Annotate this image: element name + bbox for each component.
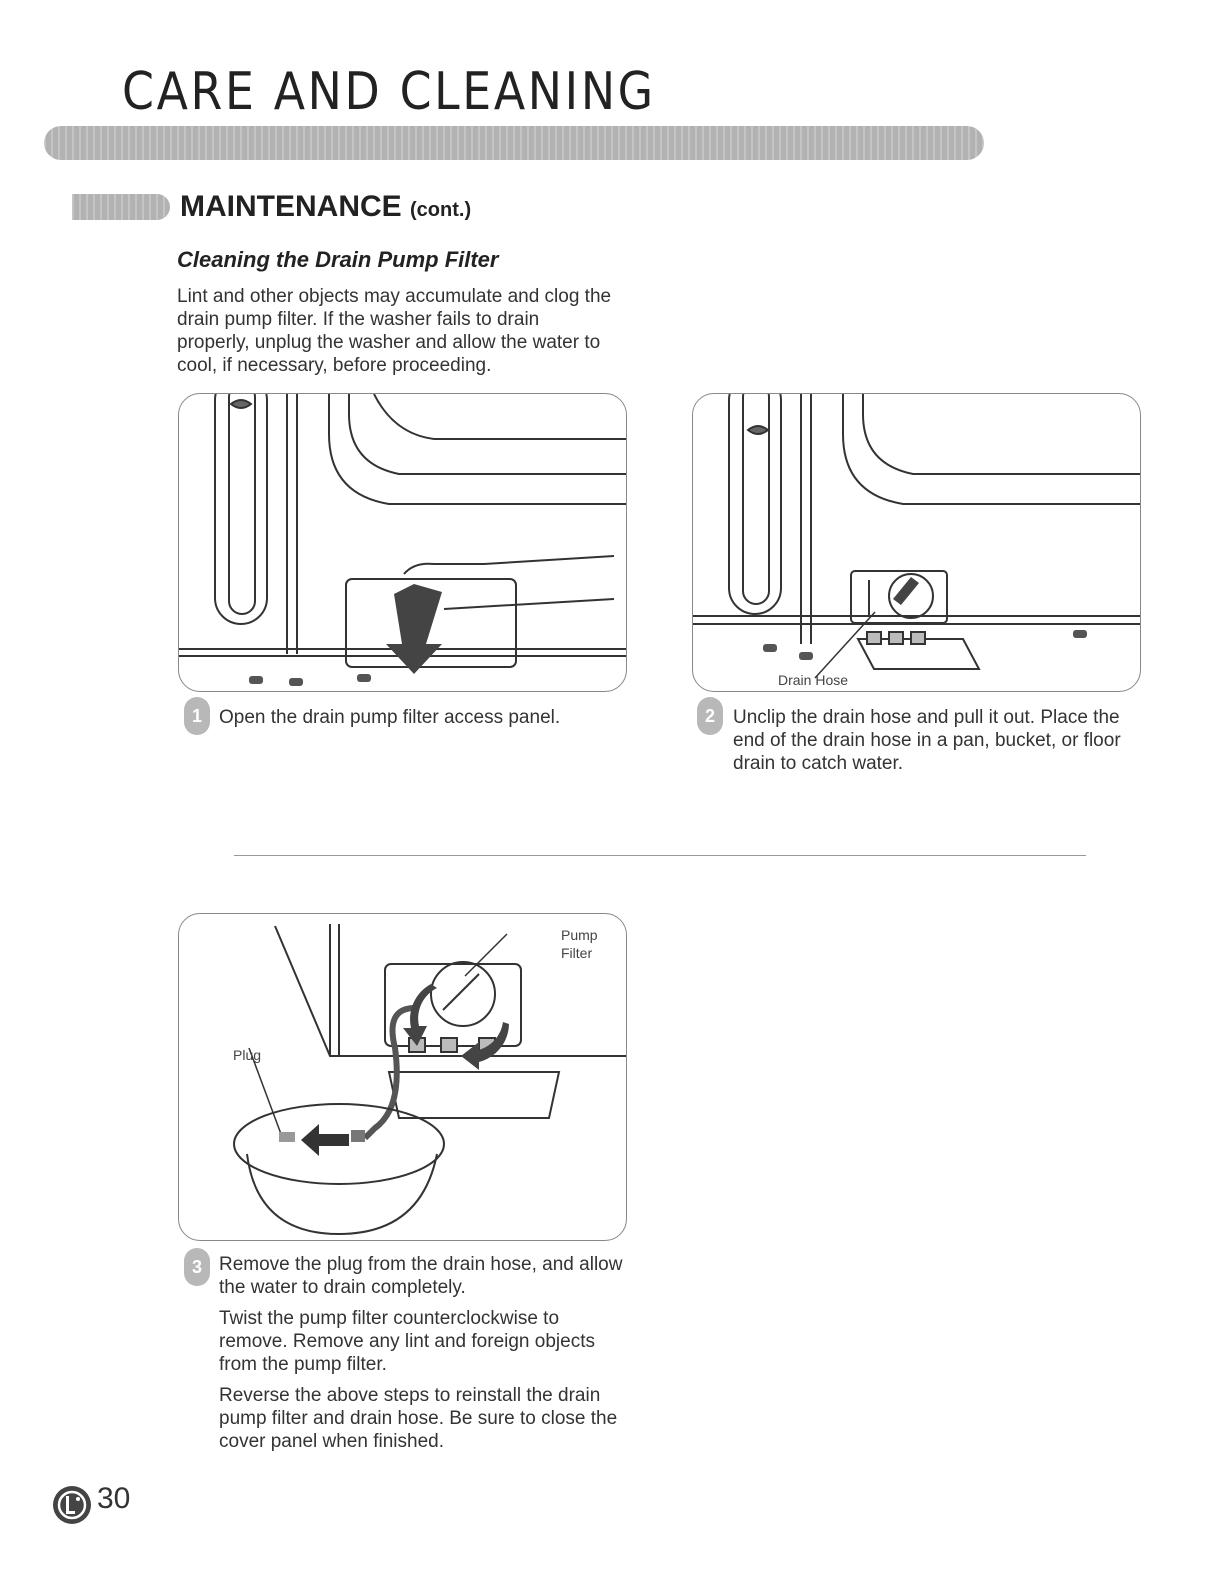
drain-hose-label: Drain Hose: [778, 672, 849, 688]
lg-logo-icon: [52, 1485, 92, 1525]
figure-open-access-panel: [178, 393, 627, 692]
washer-panel-illustration: [179, 394, 626, 691]
step-3-paragraph-3: Reverse the above steps to reinstall the drain pump filter and drain hose. Be sure to close the cover panel when finished.: [219, 1385, 618, 1452]
section-title-cont: (cont.): [410, 199, 472, 221]
figure-unclip-drain-hose: [692, 393, 1141, 692]
section-decor-pill: [72, 194, 170, 220]
page-title: CARE AND CLEANING: [122, 62, 656, 122]
plug-label: Plug: [233, 1047, 262, 1063]
intro-paragraph: Lint and other objects may accumulate and clog the drain pump filter. If the washer fails to drain properly, unplug the washer and allow the water to cool, if necessary, before proceeding.: [177, 286, 612, 376]
pump-filter-bowl-illustration: [179, 914, 626, 1240]
section-title-text: MAINTENANCE: [180, 190, 402, 223]
step-3-paragraph-1: Remove the plug from the drain hose, and allow the water to drain completely.: [219, 1254, 623, 1298]
step-3-paragraph-2: Twist the pump filter counterclockwise to remove. Remove any lint and foreign objects from the pump filter.: [219, 1308, 595, 1375]
subheading: Cleaning the Drain Pump Filter: [177, 247, 499, 272]
pump-filter-label-line1: Pump: [561, 927, 598, 943]
step-2-badge: 2: [697, 697, 723, 735]
step-1-paragraph: Open the drain pump filter access panel.: [219, 707, 561, 728]
pump-filter-label-line2: Filter: [561, 945, 593, 961]
section-divider: [234, 855, 1086, 856]
title-decor-bar: [44, 126, 984, 160]
step-2-text: [733, 706, 1123, 783]
step-1-text: [219, 706, 619, 737]
step-1-badge: 1: [184, 697, 210, 735]
section-title: [180, 190, 471, 224]
drain-hose-illustration: [693, 394, 1140, 691]
step-2-paragraph: Unclip the drain hose and pull it out. Place the end of the drain hose in a pan, bucket, or floor drain to catch water.: [733, 707, 1121, 774]
figure-remove-plug: [178, 913, 627, 1241]
page-number: 30: [97, 1482, 131, 1515]
step-3-text: [219, 1253, 629, 1461]
step-3-badge: 3: [184, 1248, 210, 1286]
